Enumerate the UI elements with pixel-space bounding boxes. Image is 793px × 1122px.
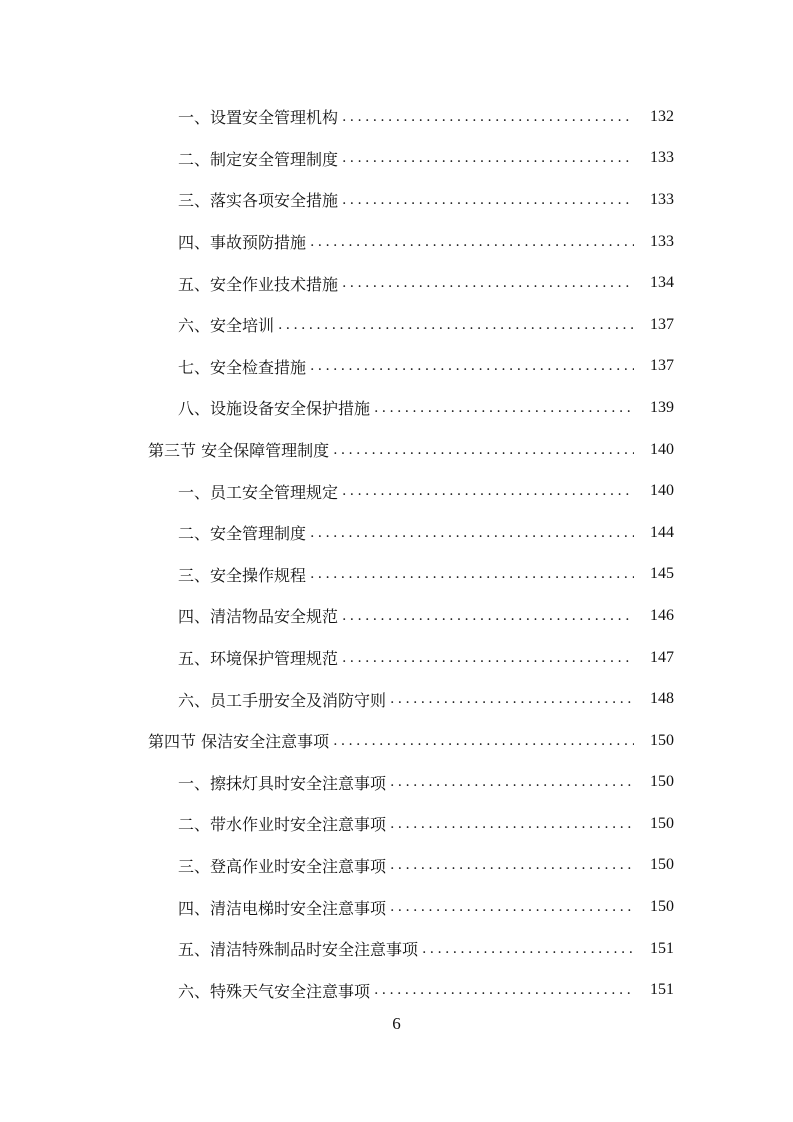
toc-entry-title: 六、安全培训: [178, 316, 275, 336]
toc-entry-page: 132: [650, 107, 674, 125]
toc-entry[interactable]: [0, 262, 793, 304]
toc-entry-page: 146: [650, 606, 674, 624]
toc-entry-title: 五、安全作业技术措施: [178, 274, 339, 294]
toc-entry-page: 137: [650, 315, 674, 333]
toc-entry[interactable]: [0, 845, 793, 887]
toc-entry[interactable]: [0, 304, 793, 346]
toc-dot-leader: [310, 234, 634, 250]
toc-dot-leader: [390, 774, 634, 790]
toc-entry[interactable]: [0, 221, 793, 263]
toc-entry-page: 133: [650, 232, 674, 250]
toc-entry[interactable]: [0, 595, 793, 637]
toc-entry[interactable]: [0, 886, 793, 928]
toc-entry-title: 二、制定安全管理制度: [178, 149, 339, 169]
toc-entry[interactable]: [0, 678, 793, 720]
table-of-contents: [0, 96, 793, 1011]
toc-entry-page: 145: [650, 565, 674, 583]
toc-dot-leader: [342, 650, 634, 666]
toc-entry-title: 四、清洁物品安全规范: [178, 607, 339, 627]
toc-entry-page: 137: [650, 357, 674, 375]
toc-entry-page: 150: [650, 731, 674, 749]
toc-entry[interactable]: [0, 969, 793, 1011]
toc-dot-leader: [310, 566, 634, 582]
toc-entry[interactable]: [0, 470, 793, 512]
toc-entry-title: 四、事故预防措施: [178, 233, 307, 253]
page-number: 6: [392, 1014, 401, 1033]
toc-entry-page: 148: [650, 690, 674, 708]
toc-dot-leader: [390, 691, 634, 707]
toc-entry-title: 八、设施设备安全保护措施: [178, 399, 371, 419]
toc-dot-leader: [374, 982, 634, 998]
toc-dot-leader: [374, 400, 634, 416]
toc-entry-page: 140: [650, 440, 674, 458]
toc-entry-title: 二、带水作业时安全注意事项: [178, 815, 387, 835]
toc-entry[interactable]: [0, 346, 793, 388]
toc-entry-page: 150: [650, 856, 674, 874]
toc-entry-title: 三、安全操作规程: [178, 565, 307, 585]
toc-entry-page: 133: [650, 190, 674, 208]
toc-dot-leader: [333, 442, 634, 458]
toc-dot-leader: [342, 109, 634, 125]
toc-section-entry[interactable]: [0, 429, 793, 471]
toc-entry-title: 五、清洁特殊制品时安全注意事项: [178, 940, 419, 960]
toc-entry-title: 一、擦抹灯具时安全注意事项: [178, 773, 387, 793]
toc-entry-page: 151: [650, 981, 674, 999]
toc-dot-leader: [342, 608, 634, 624]
toc-entry-title: 第四节 保洁安全注意事项: [148, 732, 330, 752]
toc-entry[interactable]: [0, 554, 793, 596]
toc-entry-page: 144: [650, 523, 674, 541]
toc-dot-leader: [333, 733, 634, 749]
toc-dot-leader: [310, 525, 634, 541]
toc-entry-title: 一、员工安全管理规定: [178, 482, 339, 502]
toc-entry[interactable]: [0, 928, 793, 970]
toc-entry-title: 一、设置安全管理机构: [178, 108, 339, 128]
toc-dot-leader: [310, 358, 634, 374]
toc-entry-title: 六、员工手册安全及消防守则: [178, 690, 387, 710]
toc-entry-page: 150: [650, 814, 674, 832]
toc-dot-leader: [342, 192, 634, 208]
toc-dot-leader: [342, 275, 634, 291]
toc-entry[interactable]: [0, 512, 793, 554]
toc-entry-page: 134: [650, 274, 674, 292]
toc-entry[interactable]: [0, 762, 793, 804]
toc-dot-leader: [390, 816, 634, 832]
toc-entry[interactable]: [0, 96, 793, 138]
toc-entry[interactable]: [0, 387, 793, 429]
toc-entry-page: 150: [650, 773, 674, 791]
toc-dot-leader: [390, 899, 634, 915]
toc-entry[interactable]: [0, 179, 793, 221]
toc-entry-title: 四、清洁电梯时安全注意事项: [178, 898, 387, 918]
toc-dot-leader: [342, 150, 634, 166]
toc-entry[interactable]: [0, 803, 793, 845]
toc-entry-page: 147: [650, 648, 674, 666]
toc-entry-page: 151: [650, 939, 674, 957]
toc-entry-page: 140: [650, 482, 674, 500]
toc-dot-leader: [342, 483, 634, 499]
toc-entry-page: 150: [650, 898, 674, 916]
toc-dot-leader: [422, 941, 634, 957]
toc-entry-title: 三、落实各项安全措施: [178, 191, 339, 211]
toc-entry-title: 二、安全管理制度: [178, 524, 307, 544]
toc-entry-title: 六、特殊天气安全注意事项: [178, 981, 371, 1001]
toc-entry-title: 七、安全检查措施: [178, 357, 307, 377]
toc-entry-title: 五、环境保护管理规范: [178, 649, 339, 669]
toc-entry-page: 139: [650, 398, 674, 416]
toc-entry[interactable]: [0, 138, 793, 180]
toc-entry-page: 133: [650, 149, 674, 167]
toc-entry-title: 第三节 安全保障管理制度: [148, 441, 330, 461]
toc-entry-title: 三、登高作业时安全注意事项: [178, 856, 387, 876]
toc-entry[interactable]: [0, 637, 793, 679]
toc-dot-leader: [390, 857, 634, 873]
toc-section-entry[interactable]: [0, 720, 793, 762]
toc-dot-leader: [278, 317, 634, 333]
